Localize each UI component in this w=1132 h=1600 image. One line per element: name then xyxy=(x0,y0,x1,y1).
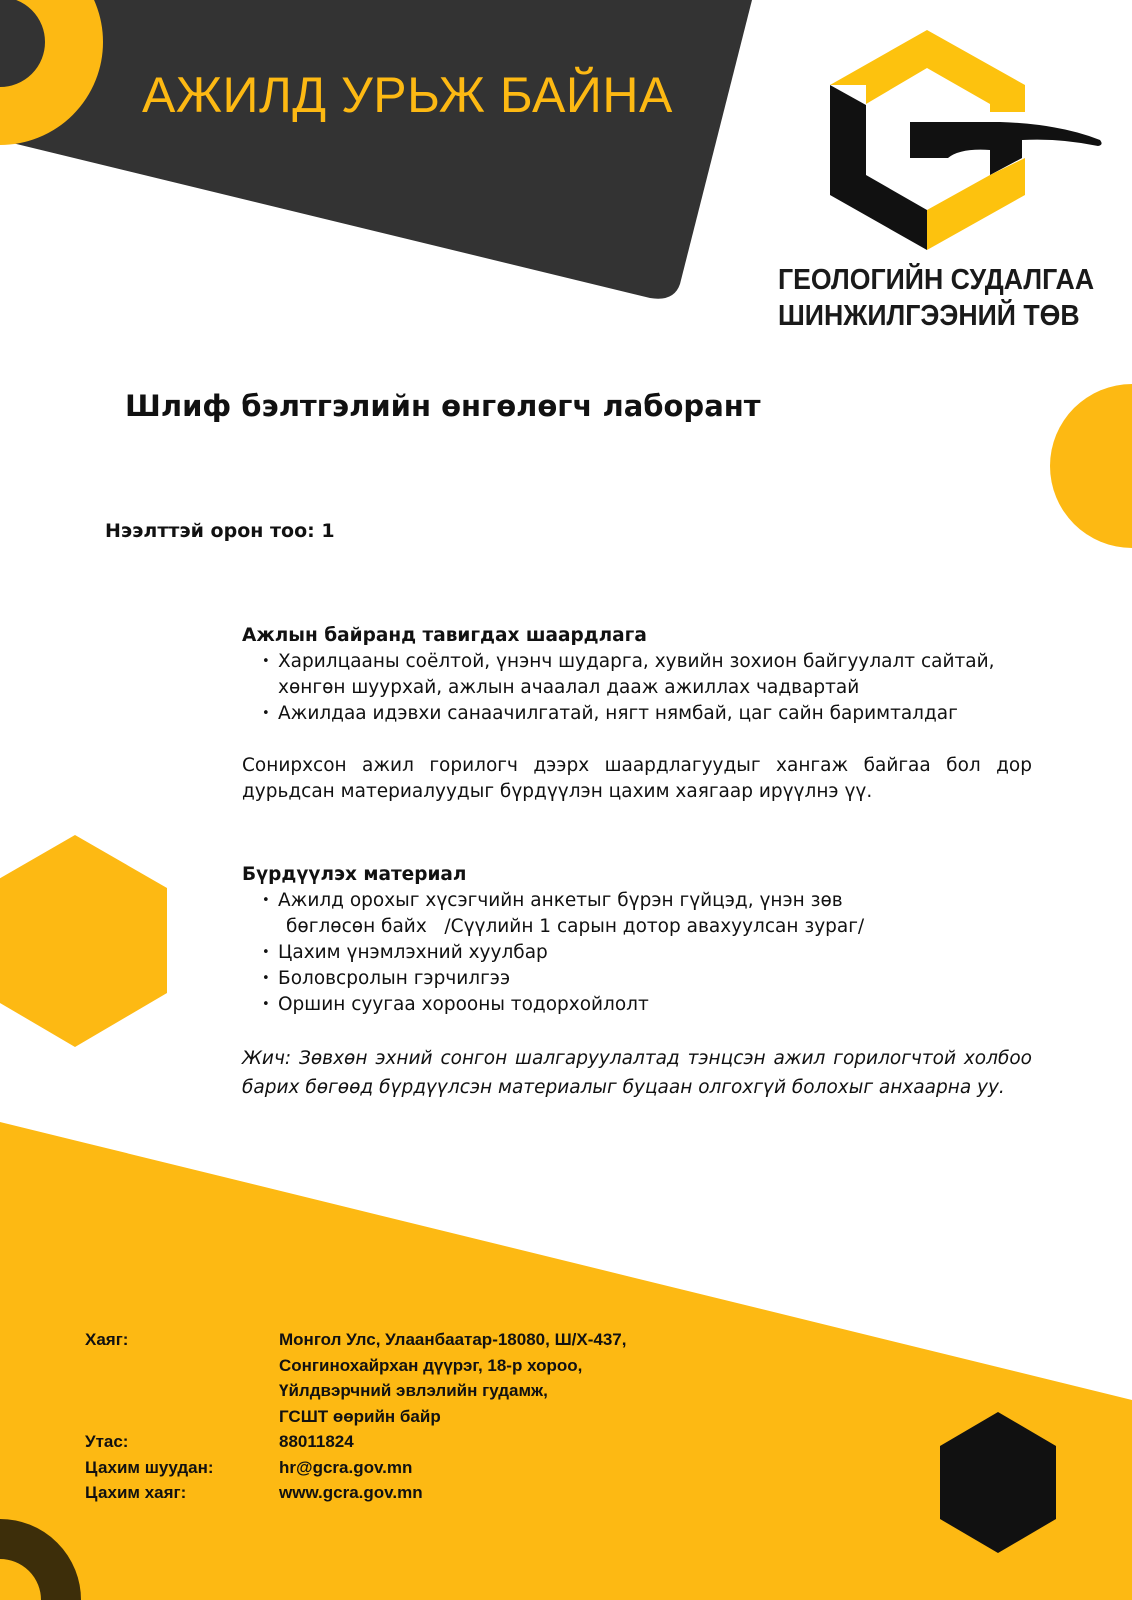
address xyxy=(279,1327,626,1429)
email-label: Цахим шуудан: xyxy=(85,1457,214,1477)
list-item xyxy=(278,888,1032,940)
logo-mark xyxy=(830,30,1102,250)
address-line: Үйлдвэрчний эвлэлийн гудамж, xyxy=(279,1381,548,1400)
org-name xyxy=(778,262,1094,334)
materials-section xyxy=(242,862,1032,1102)
vacancy-count: Нээлттэй орон тоо: 1 xyxy=(105,520,335,542)
materials-heading: Бүрдүүлэх материал xyxy=(242,864,467,885)
instruction-text: Сонирхсон ажил горилогч дээрх шаардлагуудыг хангаж байгаа бол дор дурьдсан материалуудыг бүрдүүлэн цахим хаягаар ирүүлнэ үү. xyxy=(242,755,1032,802)
address-line: Сонгинохайрхан дүүрэг, 18-р хороо, xyxy=(279,1355,583,1375)
phone-label: Утас: xyxy=(85,1432,129,1451)
list-item-text: Ажилд орохыг хүсэгчийн анкетыг бүрэн гүйцэд, үнэн зөв xyxy=(278,890,843,911)
org-name-line: ШИНЖИЛГЭЭНИЙ ТӨВ xyxy=(778,300,1080,332)
email-link[interactable]: hr@gcra.gov.mn xyxy=(279,1457,413,1477)
requirements-heading: Ажлын байранд тавигдах шаардлага xyxy=(242,625,647,646)
address-line: ГСШТ өөрийн байр xyxy=(279,1406,441,1426)
phone-number: 88011824 xyxy=(279,1432,354,1451)
address-label: Хаяг: xyxy=(85,1330,129,1349)
headline: АЖИЛД УРЬЖ БАЙНА xyxy=(142,67,673,123)
job-title: Шлиф бэлтгэлийн өнгөлөгч лаборант xyxy=(125,389,761,423)
website-link[interactable]: www.gcra.gov.mn xyxy=(279,1483,423,1502)
right-circle xyxy=(1050,384,1132,548)
requirements-section xyxy=(242,623,1032,805)
list-item: • Оршин суугаа хорооны тодорхойлолт xyxy=(278,992,1032,1018)
dark-banner xyxy=(0,0,752,299)
left-hexagon xyxy=(0,835,167,1047)
address-line: Монгол Улс, Улаанбаатар-18080, Ш/Х-437, xyxy=(279,1330,627,1349)
list-item: • Харилцааны соёлтой, үнэнч шударга, хувийн зохион байгуулалт сайтай, хөнгөн шуурхай, ажлын ачаалал дааж ажиллах чадвартай xyxy=(278,649,1018,701)
list-item-text: бөглөсөн байх /Сүүлийн 1 сарын дотор авахуулсан зураг/ xyxy=(286,916,865,937)
note-text: Жич: Зөвхөн эхний сонгон шалгаруулалтад тэнцсэн ажил горилогчтой холбоо барих бөгөөд бүрдүүлсэн материалыг буцаан олгохгүй болохыг анхаарна уу. xyxy=(242,1048,1032,1098)
org-name-line: ГЕОЛОГИЙН СУДАЛГАА xyxy=(778,264,1095,296)
contact-info xyxy=(85,1327,626,1506)
list-item: • Ажилдаа идэвхи санаачилгатай, нягт нямбай, цаг сайн баримталдаг xyxy=(278,701,1032,727)
list-item: • Цахим үнэмлэхний хуулбар xyxy=(278,940,1032,966)
website-label: Цахим хаяг: xyxy=(85,1483,187,1502)
list-item: • Боловсролын гэрчилгээ xyxy=(278,966,1032,992)
